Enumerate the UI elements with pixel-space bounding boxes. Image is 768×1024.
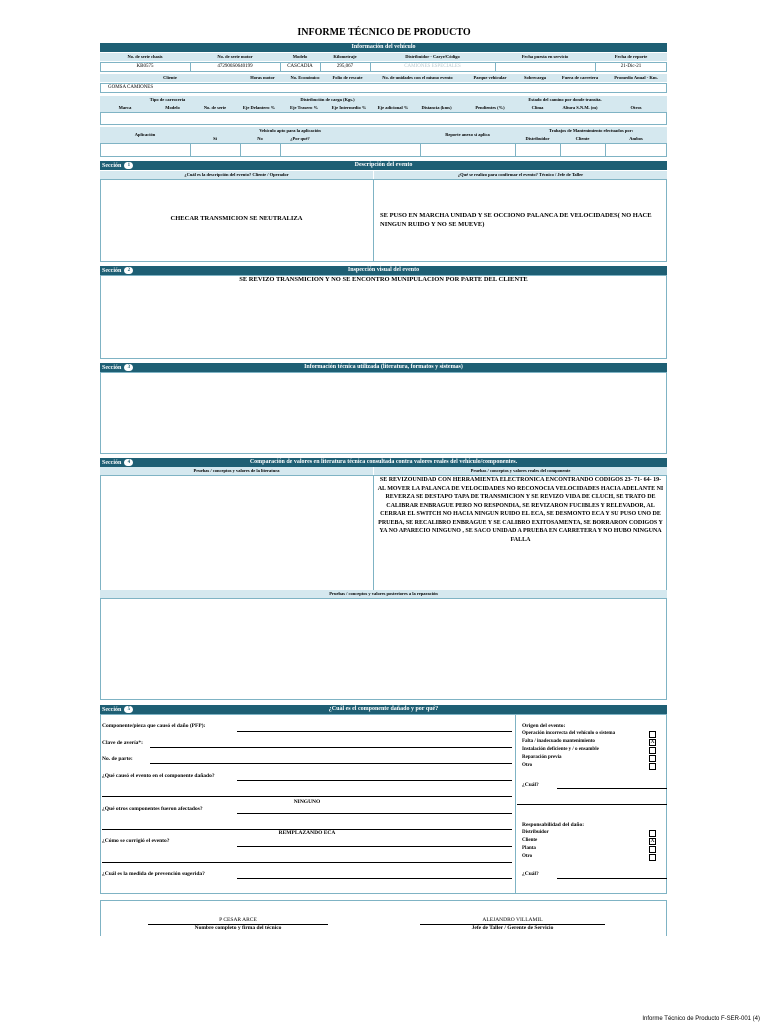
row1-label: No. de serie chasis — [127, 54, 163, 59]
row2-label: Parque vehicular — [473, 75, 507, 80]
divider — [373, 475, 374, 591]
label-distribuidor: Distribuidor — [525, 136, 550, 141]
divider — [515, 143, 516, 157]
row2-label: Promedio Anual - Km. — [614, 75, 658, 80]
row3-label: Eje Intermedio % — [331, 105, 367, 110]
origen-checkbox[interactable] — [649, 731, 656, 738]
answer-line — [237, 846, 512, 847]
divider — [190, 62, 191, 72]
row2-label: No. Económico — [290, 75, 320, 80]
origen-checkbox[interactable] — [649, 755, 656, 762]
divider — [515, 714, 516, 894]
resp-item: Planta — [522, 846, 536, 851]
row1-value: CAMIONES ESPECIALES — [404, 64, 461, 69]
section2-pill: Sección 2 — [102, 267, 133, 276]
row2-label: Horas motor — [250, 75, 275, 80]
row2-label: Fuera de carretera — [561, 75, 599, 80]
divider — [240, 143, 241, 157]
row1-value: CASCADIA — [287, 64, 313, 69]
resp-checkbox[interactable] — [649, 846, 656, 853]
s4-right-text: SE REVIZOUNIDAD CON HERRAMIENTA ELECTRONICA ENCONTRANDO CODIGOS 23- 71- 64- 19- AL MOVER LA PALANCA DE VELOCIDADES NO RECONOCIA VELOCIDADES HACIA ADELANTE NI REVERZA SE DESTAPO TAPA DE TRANSMICION Y SE REVIZO VIDA DE CLUCH, SE TRATO DE CALIBRAR ENBRAGUE PERO NO RESPONDIA, SE REVIZARON FUCIBLES Y RELEVADOR, AL CERRAR EL SWITCH NO HACIA NINGUN RUIDO EL ECA, SE DESMONTO ECA Y SU PUSO UNO DE PRUEBA, SE RECALIBRO ENBRAGUE Y SE CALIBRO EXITOSAMENTA, SE BORRARON CODIGOS Y YA NO APARECIO NINGUNO , SE SACO UNIDAD A PRUEBA EN CARRETERA Y NO HUBO NINGUNA FALLA — [377, 477, 664, 543]
footer-doc-code: Informe Técnico de Producto F-SER-001 (4) — [642, 1016, 760, 1022]
answer-line — [517, 804, 667, 805]
cual2-label: ¿Cuál? — [522, 871, 539, 877]
s3-box — [100, 372, 667, 454]
divider — [280, 143, 281, 157]
section1-header — [100, 161, 667, 170]
a-otros: NINGUNO — [293, 799, 321, 805]
s1-right-label: ¿Qué se realizo para confirmar el evento? Técnico / Jefe de Taller — [374, 171, 667, 179]
q-parte: No. de parte: — [102, 756, 133, 762]
section3-pill: Sección 3 — [102, 364, 133, 373]
row3-group-label: Distribución de carga (Kgs.) — [300, 97, 355, 102]
q-clave: Clave de avería*: — [102, 740, 143, 746]
section1-pill: Sección 1 — [102, 162, 133, 171]
origen-item: Instalación deficiente y / o ensamble — [522, 747, 599, 752]
label-no: No — [257, 136, 263, 141]
row3-label: Clima — [531, 105, 544, 110]
signature-left-name: P CESAR ARCE — [219, 917, 257, 923]
signature-right-name: ALEJANDRO VILLAMIL — [482, 917, 543, 923]
a-corrigio: REMPLAZANDO ECA — [278, 830, 336, 836]
section4-title: Comparación de valores en literatura técnica consultada contra valores reales del vehículo/componentes. — [249, 459, 518, 465]
answer-line — [237, 878, 512, 879]
resp-checkbox[interactable] — [649, 854, 656, 861]
divider — [190, 143, 191, 157]
row1-label: No. de serie motor — [217, 54, 253, 59]
divider — [280, 62, 281, 72]
row3-group-label: Tipo de carrocería — [149, 97, 186, 102]
q-corrigio: ¿Cómo se corrigió el evento? — [102, 838, 170, 844]
answer-line — [557, 788, 667, 789]
label-ambos: Ambos — [629, 136, 643, 141]
resp-checkbox[interactable]: X — [650, 838, 655, 844]
row3-label: Otros — [630, 105, 642, 110]
client-value: GOMSA CAMIONES — [108, 85, 154, 90]
q-causa: ¿Qué causó el evento en el componente dañado? — [102, 773, 215, 779]
s1-left-label: ¿Cuál es la descripción del evento? Cliente / Operador — [100, 171, 373, 179]
label-aplicacion: Aplicación — [134, 132, 156, 137]
q-prevencion: ¿Cuál es la medida de prevención sugerida? — [102, 871, 205, 877]
answer-line — [102, 796, 512, 797]
divider — [595, 62, 596, 72]
label-cliente: Cliente — [575, 136, 590, 141]
row2-label: No. de unidades con el mismo evento — [382, 75, 453, 80]
row3-label: No. de serie — [203, 105, 227, 110]
section2-header — [100, 266, 667, 275]
row3-group-label: Estado del camino por donde transita. — [528, 97, 602, 102]
label-trabajos-mant: Trabajos de Mantenimiento efectuados por: — [548, 128, 634, 133]
resp-checkbox[interactable] — [649, 830, 656, 837]
origen-item: Otro — [522, 763, 533, 768]
origen-checkbox[interactable]: X — [650, 739, 655, 745]
s2-box — [100, 275, 667, 359]
resp-item: Distribuidor — [522, 830, 549, 835]
answer-line — [237, 731, 512, 732]
signature-left-label: Nombre completo y firma del técnico — [194, 925, 282, 931]
row3-label: Eje Trasero % — [290, 105, 318, 110]
divider — [370, 62, 371, 72]
row3-label: Modelo — [165, 105, 180, 110]
divider — [373, 179, 374, 262]
row3-label: Marca — [118, 105, 132, 110]
answer-line — [557, 878, 667, 879]
s1-left-text: CHECAR TRANSMICION SE NEUTRALIZA — [170, 215, 303, 222]
origen-item: Reparación previa — [522, 755, 562, 760]
vehicle-row3-values-box — [100, 112, 667, 125]
row2-label: Cliente — [163, 75, 177, 80]
origen-item: Falta / inadecuado mantenimiento — [522, 739, 595, 744]
label-vehiculo-apto: Vehículo apto para la aplicación — [259, 128, 321, 133]
cual1-label: ¿Cuál? — [522, 782, 539, 788]
row1-value: 21-Dic-21 — [620, 64, 642, 69]
section4-pill: Sección 4 — [102, 459, 133, 468]
section1-title: Descripción del evento — [354, 162, 413, 168]
divider — [605, 143, 606, 157]
section5-pill: Sección 5 — [102, 706, 133, 715]
divider — [495, 62, 496, 72]
q-otros: ¿Qué otros componentes fueron afectados? — [102, 806, 203, 812]
row1-value: KB0575 — [136, 64, 154, 69]
section5-title: ¿Cuál es el componente dañado y por qué? — [328, 706, 439, 712]
divider — [560, 143, 561, 157]
row1-label: Fecha puesta en servicio — [521, 54, 569, 59]
row1-value: 472906S0640199 — [217, 64, 253, 69]
row1-label: Fecha de reporte — [614, 54, 648, 59]
origen-checkbox[interactable] — [649, 763, 656, 770]
page-title: INFORME TÉCNICO DE PRODUCTO — [297, 27, 471, 38]
s1-right-text: SE PUSO EN MARCHA UNIDAD Y SE OCCIONO PALANCA DE VELOCIDADES( NO HACE NINGUN RUIDO Y NO SE MUEVE) — [380, 212, 652, 228]
divider — [420, 143, 421, 157]
row2-label: Sobrecarga — [524, 75, 546, 80]
s4-left-label: Pruebas / conceptos y valores de la literatura — [100, 467, 373, 475]
origen-item: Operación incorrecta del vehículo o sistema — [522, 731, 616, 736]
vehicle-info-header: Información del vehículo — [100, 43, 667, 52]
section5-header — [100, 705, 667, 714]
vehicle-row4-values-box — [100, 143, 667, 157]
label-por-que: ¿Por qué? — [290, 136, 310, 141]
answer-line — [150, 763, 512, 764]
answer-line — [237, 813, 512, 814]
s2-text: SE REVIZO TRANSMICION Y NO SE ENCONTRO MUNIPULACION POR PARTE DEL CLIENTE — [239, 276, 528, 283]
section2-title: Inspección visual del evento — [347, 267, 420, 273]
row3-label: Eje adicional % — [377, 105, 409, 110]
row3-label: Pendientes (%) — [475, 105, 505, 110]
s4-post-label: Pruebas / conceptos y valores posteriores a la reparación — [100, 590, 667, 598]
resp-title: Responsabilidad del daño: — [522, 822, 585, 828]
answer-line — [102, 862, 512, 863]
signature-right-label: Jefe de Taller / Gerente de Servicio — [471, 925, 554, 931]
row1-label: Kilometraje — [333, 54, 357, 59]
answer-line — [237, 780, 512, 781]
row3-label: Altura S.N.M. (m) — [562, 105, 598, 110]
row3-label: Eje Delantero % — [242, 105, 276, 110]
divider — [320, 62, 321, 72]
row1-label: Distribuidor - Carye/Código — [405, 54, 460, 59]
row2-label: Folio de rescate — [332, 75, 363, 80]
s4-post-box — [100, 598, 667, 700]
q-component: Componente/pieza que causó el daño (PFP): — [102, 723, 206, 729]
resp-item: Cliente — [522, 838, 538, 843]
row1-label: Modelo — [292, 54, 308, 59]
answer-line — [150, 747, 512, 748]
origen-title: Origen del evento: — [522, 723, 566, 729]
s4-right-label: Pruebas / conceptos y valores reales del componente — [374, 467, 667, 475]
row1-value: 295,067 — [336, 64, 354, 69]
row3-label: Distancia (kms) — [421, 105, 452, 110]
origen-checkbox[interactable] — [649, 747, 656, 754]
label-si: Sí — [213, 136, 217, 141]
label-reporte-anexo: Reporte anexo si aplica — [445, 132, 490, 137]
section3-header — [100, 363, 667, 372]
resp-item: Otro — [522, 854, 533, 859]
section3-title: Información técnica utilizada (literatura, formatos y sistemas) — [304, 364, 463, 370]
section4-header — [100, 458, 667, 467]
